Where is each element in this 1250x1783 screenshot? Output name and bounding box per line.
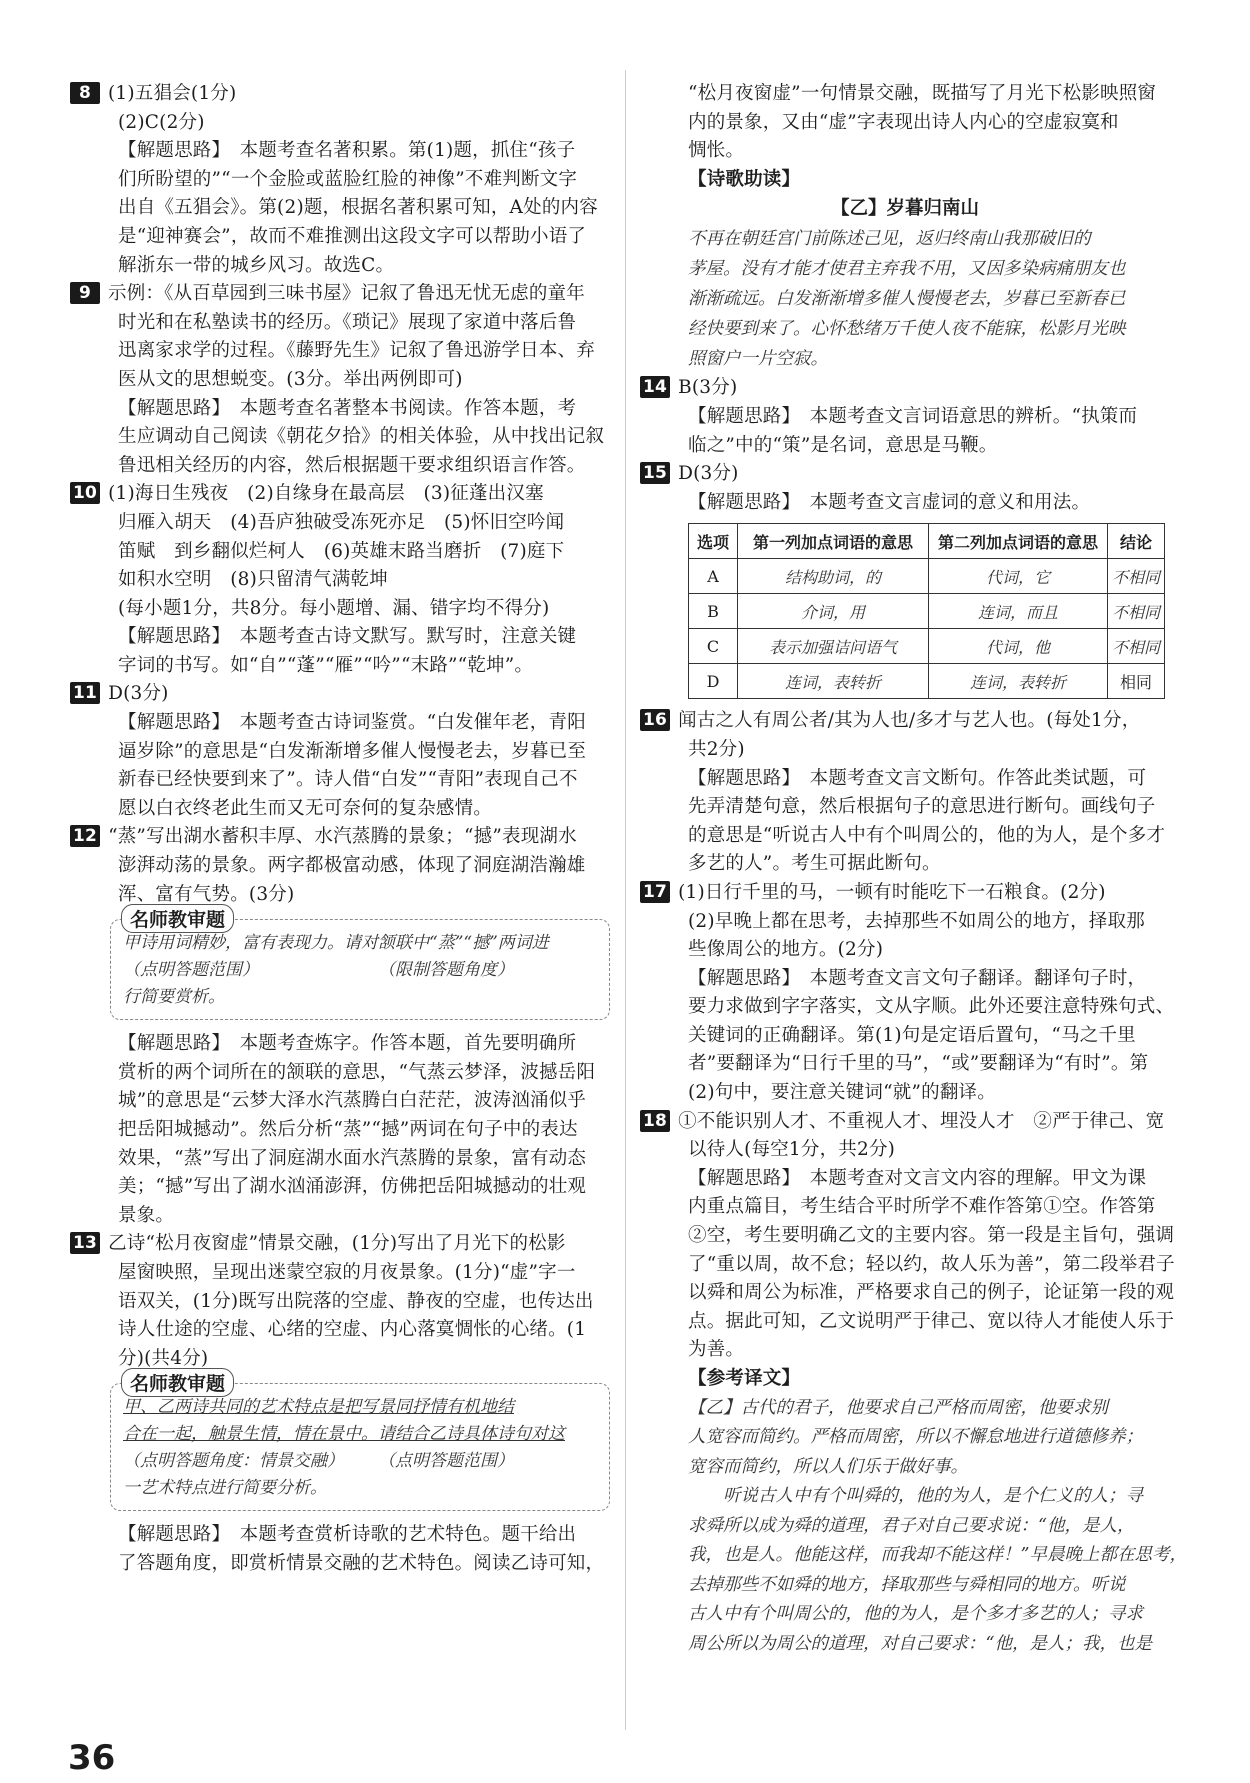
question-10: [70, 480, 610, 680]
question-11: [70, 680, 610, 823]
table-cell: C: [689, 629, 738, 664]
text-line: 美；“撼”写出了湖水汹涌澎湃，仿佛把岳阳城撼动的壮观: [118, 1176, 587, 1198]
text-line: ①不能识别人才、不重视人才、埋没人才 ②严于律己、宽: [678, 1110, 1165, 1132]
text-line: 诗人仕途的空虚、心绪的空虚、内心落寞惆怅的心绪。(1: [118, 1319, 587, 1341]
table-cell: 表示加强诘问语气: [738, 629, 929, 664]
text-line: 分)(共4分): [118, 1347, 209, 1369]
text-line: 内重点篇目，考生结合平时所学不难作答第①空。作答第: [688, 1196, 1156, 1218]
teacher-tip-box: [110, 1373, 610, 1511]
text-line: “蒸”写出湖水蓄积丰厚、水汽蒸腾的景象；“撼”表现湖水: [108, 826, 577, 848]
text-line: (1)海日生残夜 (2)自缘身在最高层 (3)征蓬出汉塞: [108, 483, 544, 505]
text-line: 临之”中的“策”是名词，意思是马鞭。: [688, 434, 998, 456]
left-column: [70, 80, 610, 1579]
question-number: 8: [70, 82, 100, 104]
question-14: [640, 374, 1170, 460]
poem-line: 不再在朝廷宫门前陈述己见，返归终南山我那破旧的: [688, 229, 1091, 250]
table-cell: 相同: [1108, 664, 1165, 699]
translation-line: 去掉那些不如舜的地方，择取那些与舜相同的地方。听说: [688, 1574, 1126, 1595]
poem-title: 【乙】岁暮归南山: [830, 198, 979, 220]
text-line: “松月夜窗虚”一句情景交融，既描写了月光下松影映照窗: [688, 83, 1157, 104]
question-number: 15: [640, 462, 670, 484]
text-line: 先弄清楚句意，然后根据句子的意思进行断句。画线句子: [688, 796, 1156, 818]
teacher-tip-title: 名师教审题: [121, 904, 234, 933]
text-line: 惆怅。: [688, 140, 745, 162]
text-line: 闻古之人有周公者/其为人也/多才与艺人也。(每处1分，: [678, 710, 1141, 732]
text-line: 迅离家求学的过程。《藤野先生》记叙了鲁迅游学日本、弃: [118, 340, 595, 362]
text-line: 【解题思路】 本题考查古诗词鉴赏。“白发催年老，青阳: [118, 712, 586, 734]
question-16: [640, 707, 1170, 879]
text-line: 【解题思路】 本题考查古诗文默写。默写时，注意关键: [118, 626, 577, 648]
poem-line: 茅屋。没有才能才使君主弃我不用，又因多染病痛朋友也: [688, 259, 1126, 280]
table-row: [689, 664, 1165, 699]
text-line: 鲁迅相关经历的内容，然后根据题干要求组织语言作答。: [118, 454, 586, 476]
text-line: 关键词的正确翻译。第(1)句是定语后置句，“马之千里: [688, 1024, 1136, 1046]
text-line: 要力求做到字字落实，文从字顺。此外还要注意特殊句式、: [688, 996, 1175, 1018]
text-line: 字词的书写。如“自”“蓬”“雁”“吟”“末路”“乾坤”。: [118, 654, 534, 676]
question-number: 10: [70, 482, 100, 504]
table-cell: B: [689, 594, 738, 629]
text-line: 屋窗映照，呈现出迷蒙空寂的月夜景象。(1分)“虚”字一: [118, 1261, 576, 1283]
table-cell: 连词，表转折: [738, 664, 929, 699]
table-cell: 不相同: [1108, 629, 1165, 664]
text-line: 笛赋 到乡翻似烂柯人 (6)英雄末路当磨折 (7)庭下: [118, 540, 565, 562]
table-cell: 连词，而且: [929, 594, 1108, 629]
table-header: 第二列加点词语的意思: [929, 524, 1108, 559]
text-line: 【解题思路】 本题考查文言词语意思的辨析。“执策而: [688, 405, 1138, 427]
text-line: 了“重以周，故不怠；轻以约，故人乐为善”，第二段举君子: [688, 1253, 1175, 1275]
question-number: 18: [640, 1110, 670, 1132]
table-cell: 结构助词，的: [738, 559, 929, 594]
text-line: 【解题思路】 本题考查对文言文内容的理解。甲文为课: [688, 1167, 1147, 1189]
tip-line: 甲诗用词精妙，富有表现力。请对颔联中“蒸”“撼”两词进: [123, 933, 549, 954]
question-number: 16: [640, 709, 670, 731]
text-line: 【解题思路】 本题考查名著整本书阅读。作答本题，考: [118, 397, 577, 419]
teacher-tip-box: [110, 909, 610, 1020]
text-line: 乙诗“松月夜窗虚”情景交融，(1分)写出了月光下的松影: [108, 1233, 566, 1255]
poem-line: 照窗户一片空寂。: [688, 349, 828, 370]
text-line: 医从文的思想蜕变。(3分。举出两例即可): [118, 368, 463, 390]
text-line: 解浙东一带的城乡风习。故选C。: [118, 254, 395, 276]
text-line: 逼岁除”的意思是“白发渐渐增多催人慢慢老去，岁暮已至: [118, 740, 587, 762]
text-line: 【解题思路】 本题考查名著积累。第(1)题，抓住“孩子: [118, 140, 576, 162]
text-line: 以待人(每空1分，共2分): [688, 1139, 896, 1161]
column-divider: [625, 70, 626, 1730]
text-line: 内的景象，又由“虚”字表现出诗人内心的空虚寂寞和: [688, 111, 1119, 133]
translation-line: 古人中有个叫周公的，他的为人，是个多才多艺的人；寻求: [688, 1604, 1143, 1625]
text-line: 是“迎神赛会”，故而不难推测出这段文字可以帮助小语了: [118, 225, 587, 247]
answer-line: (1)五猖会(1分): [108, 83, 237, 104]
text-line: 们所盼望的”“一个金脸或蓝脸红脸的神像”不难判断文字: [118, 168, 578, 190]
text-line: 时光和在私塾读书的经历。《琐记》展现了家道中落后鲁: [118, 311, 577, 333]
translation-line: 求舜所以成为舜的道理，君子对自己要求说：“他，是人，: [688, 1515, 1135, 1536]
translation-line: 【乙】古代的君子，他要求自己严格而周密，他要求别: [688, 1397, 1108, 1418]
table-row: [689, 559, 1165, 594]
text-line: 新春已经快要到来了”。诗人借“白发”“青阳”表现自己不: [118, 769, 578, 791]
table-cell: 介词，用: [738, 594, 929, 629]
translation-line: 我，也是人。他能这样，而我却不能这样！”早晨晚上都在思考，: [688, 1545, 1187, 1566]
poem-line: 渐渐疏远。白发渐渐增多催人慢慢老去，岁暮已至新春已: [688, 289, 1126, 310]
text-line: 者”要翻译为“日行千里的马”，“或”要翻译为“有时”。第: [688, 1053, 1149, 1075]
question-13: [70, 1230, 610, 1578]
text-line: 【解题思路】 本题考查文言文句子翻译。翻译句子时，: [688, 967, 1147, 989]
text-line: 【解题思路】 本题考查文言虚词的意义和用法。: [688, 491, 1091, 513]
text-line: 【解题思路】 本题考查文言文断句。作答此类试题，可: [688, 767, 1147, 789]
table-cell: D: [689, 664, 738, 699]
text-line: D(3分): [108, 683, 169, 705]
text-line: 出自《五猖会》。第(2)题，根据名著积累可知，A处的内容: [118, 197, 598, 219]
text-line: (2)早晚上都在思考，去掉那些不如周公的地方，择取那: [688, 910, 1145, 932]
tip-line: 合在一起，触景生情，情在景中。请结合乙诗具体诗句对这: [123, 1424, 565, 1445]
text-line: (1)日行千里的马，一顿有时能吃下一石粮食。(2分): [678, 881, 1106, 903]
text-line: B(3分): [678, 377, 738, 399]
table-cell: 代词，它: [929, 559, 1108, 594]
question-number: 12: [70, 825, 100, 847]
text-line: (每小题1分，共8分。每小题增、漏、错字均不得分): [118, 597, 550, 619]
table-row: [689, 594, 1165, 629]
table-row: [689, 629, 1165, 664]
question-12: [70, 823, 610, 1230]
text-line: 点。据此可知，乙文说明严于律己、宽以待人才能使人乐于: [688, 1310, 1175, 1332]
poem-line: 经快要到来了。心怀愁绪万千使人夜不能寐，松影月光映: [688, 319, 1126, 340]
tip-line: 一艺术特点进行简要分析。: [123, 1478, 327, 1499]
translation-line: 听说古人中有个叫舜的，他的为人，是个仁义的人；寻: [688, 1486, 1143, 1507]
text-line: 以舜和周公为标准，严格要求自己的例子，论证第一段的观: [688, 1282, 1175, 1304]
question-9: [70, 280, 610, 480]
text-line: 语双关，(1分)既写出院落的空虚、静夜的空虚，也传达出: [118, 1290, 594, 1312]
question-number: 13: [70, 1232, 100, 1254]
table-cell: 不相同: [1108, 594, 1165, 629]
text-line: 赏析的两个词所在的颔联的意思，“气蒸云梦泽，波撼岳阳: [118, 1061, 596, 1083]
question-number: 17: [640, 881, 670, 903]
question-17: [640, 879, 1175, 1108]
question-number: 11: [70, 682, 100, 704]
teacher-tip-title: 名师教审题: [121, 1368, 234, 1397]
text-line: 如积水空明 (8)只留清气满乾坤: [118, 569, 388, 591]
tip-line: 行简要赏析。: [123, 987, 225, 1008]
text-line: 些像周公的地方。(2分): [688, 939, 884, 961]
text-line: 了答题角度，即赏析情景交融的艺术特色。阅读乙诗可知，: [118, 1552, 605, 1574]
text-line: 澎湃动荡的景象。两字都极富动感，体现了洞庭湖浩瀚雄: [118, 855, 586, 877]
text-line: (2)句中，要注意关键词“就”的翻译。: [688, 1082, 996, 1104]
question-number: 9: [70, 282, 100, 304]
right-column: [640, 80, 1187, 1659]
text-line: 示例：《从百草园到三味书屋》记叙了鲁迅无忧无虑的童年: [108, 283, 585, 305]
text-line: 多艺的人”。考生可据此断句。: [688, 853, 941, 875]
question-number: 14: [640, 376, 670, 398]
text-line: ②空，考生要明确乙文的主要内容。第一段是主旨句，强调: [688, 1225, 1175, 1247]
reference-translation-label: 【参考译文】: [688, 1368, 801, 1389]
text-line: 生应调动自己阅读《朝花夕拾》的相关体验，从中找出记叙: [118, 426, 605, 448]
answer-line: (2)C(2分): [118, 111, 205, 133]
text-line: 归雁入胡天 (4)吾庐独破受冻死亦足 (5)怀旧空吟闻: [118, 511, 565, 533]
text-line: 效果，“蒸”写出了洞庭湖水面水汽蒸腾的景象，富有动态: [118, 1147, 587, 1169]
text-line: 城”的意思是“云梦大泽水汽蒸腾白白茫茫，波涛汹涌似乎: [118, 1090, 587, 1112]
table-cell: 连词，表转折: [929, 664, 1108, 699]
table-cell: 不相同: [1108, 559, 1165, 594]
tip-line: （点明答题角度：情景交融） （点明答题范围）: [123, 1451, 514, 1472]
text-line: 愿以白衣终老此生而又无可奈何的复杂感情。: [118, 797, 493, 819]
question-18: [640, 1108, 1175, 1365]
question-15: [640, 460, 1170, 699]
comparison-table: [688, 523, 1165, 699]
text-line: D(3分): [678, 463, 739, 485]
table-cell: A: [689, 559, 738, 594]
poem-help-label: 【诗歌助读】: [688, 168, 801, 190]
text-line: 【解题思路】 本题考查炼字。作答本题，首先要明确所: [118, 1033, 577, 1055]
table-header-row: [689, 524, 1165, 559]
text-line: 【解题思路】 本题考查赏析诗歌的艺术特色。题干给出: [118, 1524, 577, 1546]
question-8: [70, 80, 610, 280]
text-line: 把岳阳城撼动”。然后分析“蒸”“撼”两词在句子中的表达: [118, 1119, 578, 1140]
table-header: 结论: [1108, 524, 1165, 559]
tip-line: （点明答题范围） （限制答题角度）: [123, 960, 514, 981]
translation-line: 宽容而简约，所以人们乐于做好事。: [688, 1456, 968, 1477]
text-line: 共2分): [688, 738, 745, 760]
text-line: 景象。: [118, 1204, 175, 1226]
page-number: 36: [68, 1738, 116, 1778]
translation-line: 人宽容而简约。严格而周密，所以不懈怠地进行道德修养；: [688, 1427, 1143, 1448]
text-line: 为善。: [688, 1339, 745, 1361]
table-header: 选项: [689, 524, 738, 559]
tip-line: 甲、乙两诗共同的艺术特点是把写景同抒情有机地结: [123, 1397, 514, 1418]
table-header: 第一列加点词语的意思: [738, 524, 929, 559]
text-line: 浑、富有气势。(3分): [118, 883, 295, 905]
translation-line: 周公所以为周公的道理，对自己要求：“他，是人；我，也是: [688, 1633, 1152, 1654]
text-line: 的意思是“听说古人中有个叫周公的，他的为人，是个多才: [688, 824, 1166, 846]
table-cell: 代词，他: [929, 629, 1108, 664]
